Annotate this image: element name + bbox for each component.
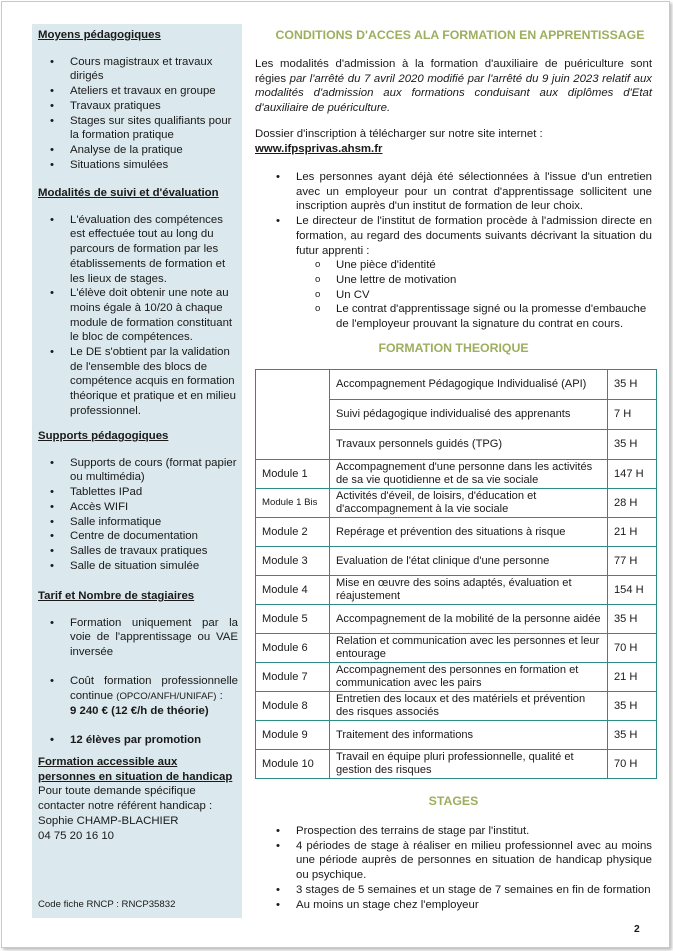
module-cell: Module 1 Bis <box>256 489 330 518</box>
subject-cell: Activités d'éveil, de loisirs, d'éducation et d'accompagnement à la vie sociale <box>330 489 608 518</box>
list-item: • 12 élèves par promotion <box>38 733 238 748</box>
hours-cell: 70 H <box>608 750 657 779</box>
subject-cell: Travaux personnels guidés (TPG) <box>330 430 608 460</box>
module-cell: Module 3 <box>256 547 330 576</box>
hours-cell: 21 H <box>608 663 657 692</box>
list-item: • Prospection des terrains de stage par l'institut. <box>255 824 652 839</box>
list-item: • Stages sur sites qualifiants pour la formation pratique <box>38 114 238 143</box>
list-item: • Formation uniquement par la voie de l'apprentissage ou VAE inversée <box>38 616 238 660</box>
subject-cell: Accompagnement Pédagogique Individualisé (API) <box>330 370 608 400</box>
module-cell: Module 8 <box>256 692 330 721</box>
hours-cell: 70 H <box>608 634 657 663</box>
admission-list <box>255 170 652 332</box>
list-item: • L'évaluation des compétences est effectuée tout au long du parcours de formation par les établissements de formation et les lieux de stages. <box>38 213 238 287</box>
handicap-contact-name: Sophie CHAMP-BLACHIER <box>38 814 179 827</box>
list-item: • Ateliers et travaux en groupe <box>38 84 238 99</box>
cost-price: 9 240 € (12 €/h de théorie) <box>70 705 209 718</box>
list-item: • Le DE s'obtient par la validation de l'ensemble des blocs de compétence acquis en formation théorique et pratique et en milieu professionnel. <box>38 345 238 419</box>
module-cell: Module 6 <box>256 634 330 663</box>
list-item: • Travaux pratiques <box>38 99 238 114</box>
handicap-line2: contacter notre référent handicap : <box>38 800 213 813</box>
tarif-section <box>38 589 238 748</box>
moyens-title: Moyens pédagogiques <box>38 29 161 41</box>
supports-list <box>38 456 238 574</box>
subject-cell: Accompagnement de la mobilité de la personne aidée <box>330 605 608 634</box>
list-item: • Centre de documentation <box>38 529 238 544</box>
table-row <box>256 692 657 721</box>
hours-cell: 35 H <box>608 370 657 400</box>
module-cell: Module 10 <box>256 750 330 779</box>
list-item: • Salle de situation simulée <box>38 559 238 574</box>
list-item: • Supports de cours (format papier ou multimédia) <box>38 456 238 485</box>
subject-cell: Evaluation de l'état clinique d'une personne <box>330 547 608 576</box>
handicap-phone: 04 75 20 16 10 <box>38 829 115 842</box>
table-row <box>256 576 657 605</box>
list-item: • 4 périodes de stage à réaliser en milieu professionnel avec au moins une période auprès de personnes en situation de handicap physique ou psychique. <box>255 839 652 883</box>
cost-colon: : <box>216 689 223 702</box>
list-item: • Salles de travaux pratiques <box>38 544 238 559</box>
intro-text: Les modalités d'admission à la formation d'auxiliaire de puériculture sont régies <box>255 58 652 85</box>
table-row <box>256 370 657 400</box>
list-item: • L'élève doit obtenir une note au moins égale à 10/20 à chaque module de formation constituant le bloc de compétences. <box>38 286 238 345</box>
module-cell: Module 2 <box>256 518 330 547</box>
intro-regulation: par l'arrêté du 7 avril 2020 modifié par l'arrêté du 9 juin 2023 relatif aux modalités d'admission aux formations conduisant aux diplômes d'Etat d'auxiliaire de puériculture. <box>255 72 652 115</box>
supports-title: Supports pédagogiques <box>38 430 169 442</box>
table-row <box>256 721 657 750</box>
module-cell <box>256 370 330 460</box>
list-item: • 3 stages de 5 semaines et un stage de 7 semaines en fin de formation <box>255 883 652 898</box>
hours-cell: 35 H <box>608 605 657 634</box>
list-item: o Une pièce d'identité <box>296 258 652 273</box>
module-cell: Module 5 <box>256 605 330 634</box>
formation-title: FORMATION THEORIQUE <box>378 341 529 355</box>
hours-cell: 154 H <box>608 576 657 605</box>
module-cell: Module 4 <box>256 576 330 605</box>
tarif-list <box>38 616 238 748</box>
list-item: • Cours magistraux et travaux dirigés <box>38 55 238 84</box>
table-row <box>256 750 657 779</box>
list-item: o Un CV <box>296 288 652 303</box>
table-row <box>256 605 657 634</box>
subject-cell: Mise en œuvre des soins adaptés, évaluation et réajustement <box>330 576 608 605</box>
suivi-title: Modalités de suivi et d'évaluation <box>38 187 219 199</box>
table-row <box>256 634 657 663</box>
handicap-title-line1: Formation accessible aux <box>38 756 178 768</box>
table-row <box>256 460 657 489</box>
subject-cell: Suivi pédagogique individualisé des apprenants <box>330 400 608 430</box>
list-item: o Une lettre de motivation <box>296 273 652 288</box>
cost-label: Coût formation professionnelle continue <box>70 674 238 702</box>
hours-cell: 28 H <box>608 489 657 518</box>
suivi-list <box>38 213 238 419</box>
intro-paragraph <box>255 57 652 116</box>
suivi-section <box>38 186 238 419</box>
list-item: • Accès WIFI <box>38 500 238 515</box>
subject-cell: Entretien des locaux et des matériels et prévention des risques associés <box>330 692 608 721</box>
conditions-title: CONDITIONS D'ACCES ALA FORMATION EN APPRENTISSAGE <box>275 28 645 42</box>
list-item: • Salle informatique <box>38 515 238 530</box>
stages-title: STAGES <box>428 794 479 808</box>
module-cell: Module 7 <box>256 663 330 692</box>
list-item <box>38 674 238 719</box>
subject-cell: Accompagnement des personnes en formation et communication avec les pairs <box>330 663 608 692</box>
subject-cell: Travail en équipe pluri professionnelle, qualité et gestion des risques <box>330 750 608 779</box>
hours-cell: 77 H <box>608 547 657 576</box>
moyens-section <box>38 28 238 172</box>
handicap-line1: Pour toute demande spécifique <box>38 785 196 798</box>
cost-funders: (OPCO/ANFH/UNIFAF) <box>116 690 217 702</box>
hours-cell: 21 H <box>608 518 657 547</box>
hours-cell: 35 H <box>608 721 657 750</box>
page-number: 2 <box>634 924 640 935</box>
tarif-title: Tarif et Nombre de stagiaires <box>38 590 195 602</box>
website-link[interactable]: www.ifpsprivas.ahsm.fr <box>255 142 383 155</box>
list-item <box>255 214 652 332</box>
subject-cell: Accompagnement d'une personne dans les activités de sa vie quotidienne et de sa vie sociale <box>330 460 608 489</box>
table-row <box>256 518 657 547</box>
sidebar <box>32 24 242 918</box>
table-row <box>256 547 657 576</box>
subject-cell: Traitement des informations <box>330 721 608 750</box>
hours-cell: 35 H <box>608 692 657 721</box>
list-item: • Analyse de la pratique <box>38 143 238 158</box>
stages-list <box>255 824 652 912</box>
subject-cell: Repérage et prévention des situations à risque <box>330 518 608 547</box>
list-item: • Au moins un stage chez l'employeur <box>255 898 652 913</box>
module-cell: Module 9 <box>256 721 330 750</box>
list-item: • Les personnes ayant déjà été sélectionnées à l'issue d'un entretien avec un employeur pour un contrat d'apprentissage sollicitent une inscription auprès d'un institut de formation de leur choix. <box>255 170 652 214</box>
list-item: o Le contrat d'apprentissage signé ou la promesse d'embauche de l'employeur prouvant la signature du contrat en cours. <box>296 302 652 331</box>
list-item: • Tablettes IPad <box>38 485 238 500</box>
formation-table <box>255 369 657 779</box>
admission-text: • Le directeur de l'institut de formation procède à l'admission directe en formation, au regard des documents suivants décrivant la situation du futur apprenti : <box>296 215 652 257</box>
documents-list <box>296 258 652 332</box>
module-cell: Module 1 <box>256 460 330 489</box>
subject-cell: Relation et communication avec les personnes et leur entourage <box>330 634 608 663</box>
dossier-block <box>255 127 652 156</box>
dossier-text: Dossier d'inscription à télécharger sur notre site internet : <box>255 128 543 140</box>
table-row <box>256 663 657 692</box>
moyens-list <box>38 55 238 173</box>
hours-cell: 35 H <box>608 430 657 460</box>
list-item: • Situations simulées <box>38 158 238 173</box>
rncp-code: Code fiche RNCP : RNCP35832 <box>38 899 176 910</box>
handicap-section <box>38 755 238 843</box>
supports-section <box>38 429 238 573</box>
handicap-title-line2: personnes en situation de handicap <box>38 770 233 783</box>
table-row <box>256 489 657 518</box>
hours-cell: 147 H <box>608 460 657 489</box>
hours-cell: 7 H <box>608 400 657 430</box>
